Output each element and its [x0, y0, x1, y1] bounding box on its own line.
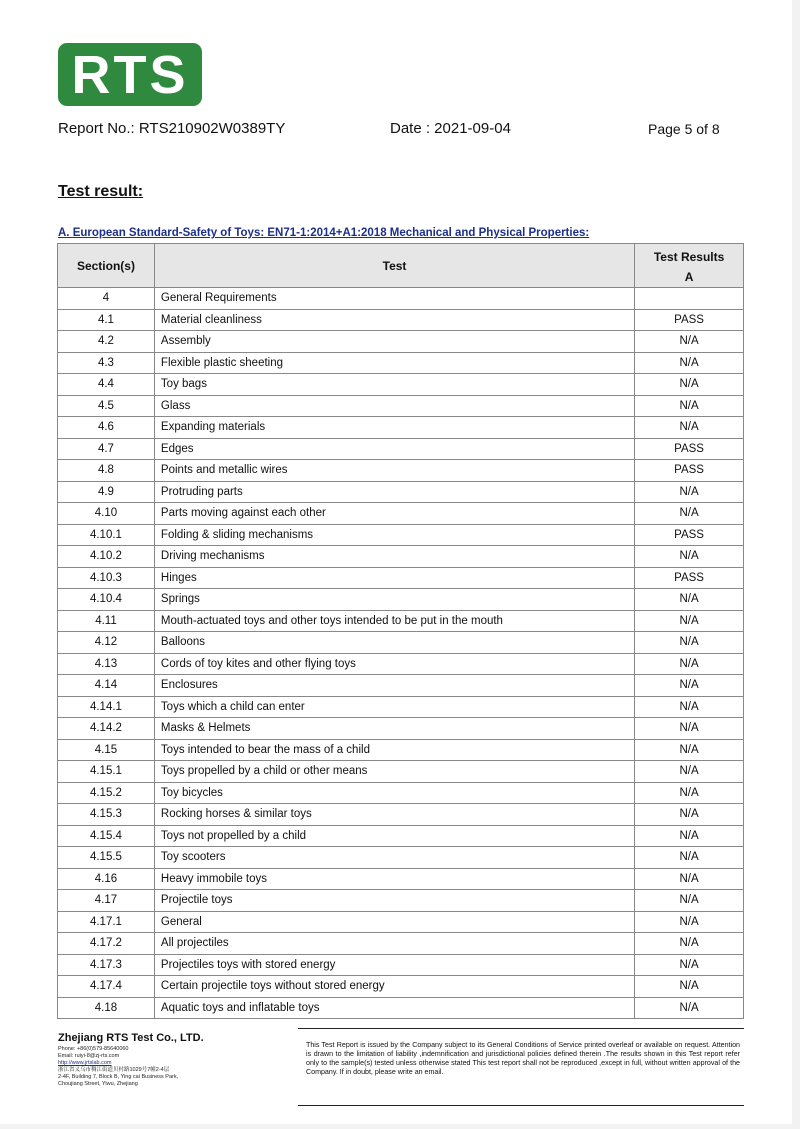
row-result: N/A: [635, 847, 744, 869]
row-section: 4.18: [58, 997, 155, 1019]
row-test-name: Edges: [154, 438, 634, 460]
test-results-table: [57, 243, 744, 1019]
table-row: [58, 804, 744, 826]
row-test-name: General Requirements: [154, 288, 634, 310]
row-result: N/A: [635, 331, 744, 353]
row-test-name: Parts moving against each other: [154, 503, 634, 525]
row-test-name: Points and metallic wires: [154, 460, 634, 482]
table-body: [58, 288, 744, 1019]
row-result: N/A: [635, 589, 744, 611]
table-row: [58, 309, 744, 331]
row-test-name: Toy scooters: [154, 847, 634, 869]
standard-title: A. European Standard-Safety of Toys: EN71-1:2014+A1:2018 Mechanical and Physical Properties:: [58, 227, 590, 239]
row-test-name: Toy bags: [154, 374, 634, 396]
row-result: PASS: [635, 438, 744, 460]
row-test-name: All projectiles: [154, 933, 634, 955]
row-result: PASS: [635, 567, 744, 589]
row-test-name: Protruding parts: [154, 481, 634, 503]
row-result: N/A: [635, 374, 744, 396]
row-test-name: Heavy immobile toys: [154, 868, 634, 890]
row-section: 4.10: [58, 503, 155, 525]
row-result: N/A: [635, 976, 744, 998]
table-row: [58, 847, 744, 869]
table-row: [58, 997, 744, 1019]
row-test-name: Balloons: [154, 632, 634, 654]
row-result: N/A: [635, 610, 744, 632]
row-test-name: Expanding materials: [154, 417, 634, 439]
table-row: [58, 933, 744, 955]
row-test-name: Projectiles toys with stored energy: [154, 954, 634, 976]
row-section: 4.10.4: [58, 589, 155, 611]
row-section: 4.4: [58, 374, 155, 396]
table-row: [58, 718, 744, 740]
row-result: N/A: [635, 546, 744, 568]
disclaimer-text: This Test Report is issued by the Company subject to its General Conditions of Service printed overleaf or available on request. Attention is drawn to the limitation of liability ,indemnification and jurisdictional policies defined therein .The results shown in this Test report refer only to the sample(s) tested unless otherwise stated This test report shall not be reproduced ,except in full, without written approval of the Company. If in doubt, please write an email.: [306, 1041, 740, 1076]
header-results: [635, 244, 744, 288]
row-result: N/A: [635, 696, 744, 718]
table-row: [58, 567, 744, 589]
row-section: 4.9: [58, 481, 155, 503]
row-test-name: Hinges: [154, 567, 634, 589]
table-row: [58, 481, 744, 503]
section-title: Test result:: [58, 183, 144, 200]
row-result: N/A: [635, 739, 744, 761]
table-row: [58, 438, 744, 460]
row-test-name: Folding & sliding mechanisms: [154, 524, 634, 546]
table-row: [58, 395, 744, 417]
row-result: N/A: [635, 632, 744, 654]
row-test-name: Springs: [154, 589, 634, 611]
row-result: N/A: [635, 352, 744, 374]
row-test-name: Material cleanliness: [154, 309, 634, 331]
page-number: Page 5 of 8: [648, 121, 720, 137]
row-section: 4.17: [58, 890, 155, 912]
row-test-name: Assembly: [154, 331, 634, 353]
table-row: [58, 546, 744, 568]
row-result: N/A: [635, 503, 744, 525]
table-row: [58, 524, 744, 546]
row-test-name: Toy bicycles: [154, 782, 634, 804]
row-result: N/A: [635, 890, 744, 912]
row-result: PASS: [635, 309, 744, 331]
header-sample-label: A: [684, 269, 694, 284]
company-info: [58, 1032, 288, 1088]
row-section: 4.16: [58, 868, 155, 890]
table-row: [58, 589, 744, 611]
logo-text: RTS: [71, 44, 189, 105]
row-section: 4.15: [58, 739, 155, 761]
row-section: 4.8: [58, 460, 155, 482]
table-row: [58, 825, 744, 847]
row-test-name: Toys intended to bear the mass of a child: [154, 739, 634, 761]
report-date: Date : 2021-09-04: [390, 120, 511, 137]
company-name: Zhejiang RTS Test Co., LTD.: [58, 1032, 204, 1044]
row-result: N/A: [635, 954, 744, 976]
company-address-cn: 浙江省义乌市稠江街道贝村路1029号7幢2-4层: [58, 1067, 170, 1073]
row-result: PASS: [635, 524, 744, 546]
row-test-name: Certain projectile toys without stored energy: [154, 976, 634, 998]
row-test-name: Enclosures: [154, 675, 634, 697]
row-test-name: Glass: [154, 395, 634, 417]
row-section: 4.17.3: [58, 954, 155, 976]
row-section: 4.17.4: [58, 976, 155, 998]
row-test-name: General: [154, 911, 634, 933]
table-row: [58, 460, 744, 482]
row-test-name: Masks & Helmets: [154, 718, 634, 740]
row-section: 4.7: [58, 438, 155, 460]
table-row: [58, 761, 744, 783]
row-section: 4.15.5: [58, 847, 155, 869]
row-result: N/A: [635, 782, 744, 804]
row-result: N/A: [635, 868, 744, 890]
rts-logo: [58, 43, 202, 106]
row-section: 4.14: [58, 675, 155, 697]
row-test-name: Toys propelled by a child or other means: [154, 761, 634, 783]
row-section: 4.14.2: [58, 718, 155, 740]
table-row: [58, 352, 744, 374]
row-result: PASS: [635, 460, 744, 482]
row-section: 4.6: [58, 417, 155, 439]
row-result: N/A: [635, 825, 744, 847]
row-section: 4.10.1: [58, 524, 155, 546]
row-result: N/A: [635, 761, 744, 783]
table-row: [58, 374, 744, 396]
row-section: 4.5: [58, 395, 155, 417]
header-section: Section(s): [58, 244, 155, 288]
row-result: N/A: [635, 417, 744, 439]
row-result: N/A: [635, 933, 744, 955]
row-section: 4.15.1: [58, 761, 155, 783]
row-result: N/A: [635, 481, 744, 503]
row-test-name: Aquatic toys and inflatable toys: [154, 997, 634, 1019]
row-section: 4.10.2: [58, 546, 155, 568]
row-section: 4: [58, 288, 155, 310]
company-phone: Phone: +86(0)579-85640060: [58, 1046, 129, 1052]
company-website[interactable]: http://www.jrtslab.com: [58, 1060, 112, 1066]
row-test-name: Projectile toys: [154, 890, 634, 912]
row-section: 4.17.1: [58, 911, 155, 933]
table-row: [58, 890, 744, 912]
row-test-name: Mouth-actuated toys and other toys intended to be put in the mouth: [154, 610, 634, 632]
row-result: N/A: [635, 675, 744, 697]
table-header-row: [58, 244, 744, 288]
report-number: Report No.: RTS210902W0389TY: [58, 120, 286, 137]
row-result: N/A: [635, 653, 744, 675]
row-section: 4.11: [58, 610, 155, 632]
row-result: N/A: [635, 718, 744, 740]
row-test-name: Toys not propelled by a child: [154, 825, 634, 847]
row-section: 4.15.4: [58, 825, 155, 847]
header-results-label: Test Results: [653, 249, 725, 264]
row-section: 4.12: [58, 632, 155, 654]
table-row: [58, 696, 744, 718]
table-row: [58, 976, 744, 998]
header-test: Test: [154, 244, 634, 288]
row-result: N/A: [635, 804, 744, 826]
table-row: [58, 503, 744, 525]
row-result: N/A: [635, 911, 744, 933]
row-test-name: Flexible plastic sheeting: [154, 352, 634, 374]
table-row: [58, 610, 744, 632]
table-row: [58, 331, 744, 353]
table-row: [58, 739, 744, 761]
table-row: [58, 911, 744, 933]
row-test-name: Rocking horses & similar toys: [154, 804, 634, 826]
row-section: 4.10.3: [58, 567, 155, 589]
table-row: [58, 632, 744, 654]
row-section: 4.13: [58, 653, 155, 675]
disclaimer-box: [298, 1028, 744, 1106]
row-result: N/A: [635, 997, 744, 1019]
table-row: [58, 675, 744, 697]
row-test-name: Cords of toy kites and other flying toys: [154, 653, 634, 675]
row-section: 4.15.2: [58, 782, 155, 804]
row-test-name: Driving mechanisms: [154, 546, 634, 568]
row-section: 4.17.2: [58, 933, 155, 955]
row-test-name: Toys which a child can enter: [154, 696, 634, 718]
table-row: [58, 868, 744, 890]
row-section: 4.1: [58, 309, 155, 331]
row-section: 4.14.1: [58, 696, 155, 718]
table-row: [58, 653, 744, 675]
row-section: 4.2: [58, 331, 155, 353]
row-result: N/A: [635, 395, 744, 417]
company-address-line2: Choujiang Street, Yiwu, Zhejiang: [58, 1081, 138, 1087]
row-section: 4.15.3: [58, 804, 155, 826]
row-section: 4.3: [58, 352, 155, 374]
company-address-line1: 2-4F, Building 7, Block B, Ying cai Business Park,: [58, 1074, 179, 1080]
table-row: [58, 417, 744, 439]
table-row: [58, 954, 744, 976]
row-result: [635, 288, 744, 310]
table-row: [58, 782, 744, 804]
table-row: [58, 288, 744, 310]
company-email[interactable]: Email: ruiyi-8@zj-rts.com: [58, 1053, 120, 1059]
